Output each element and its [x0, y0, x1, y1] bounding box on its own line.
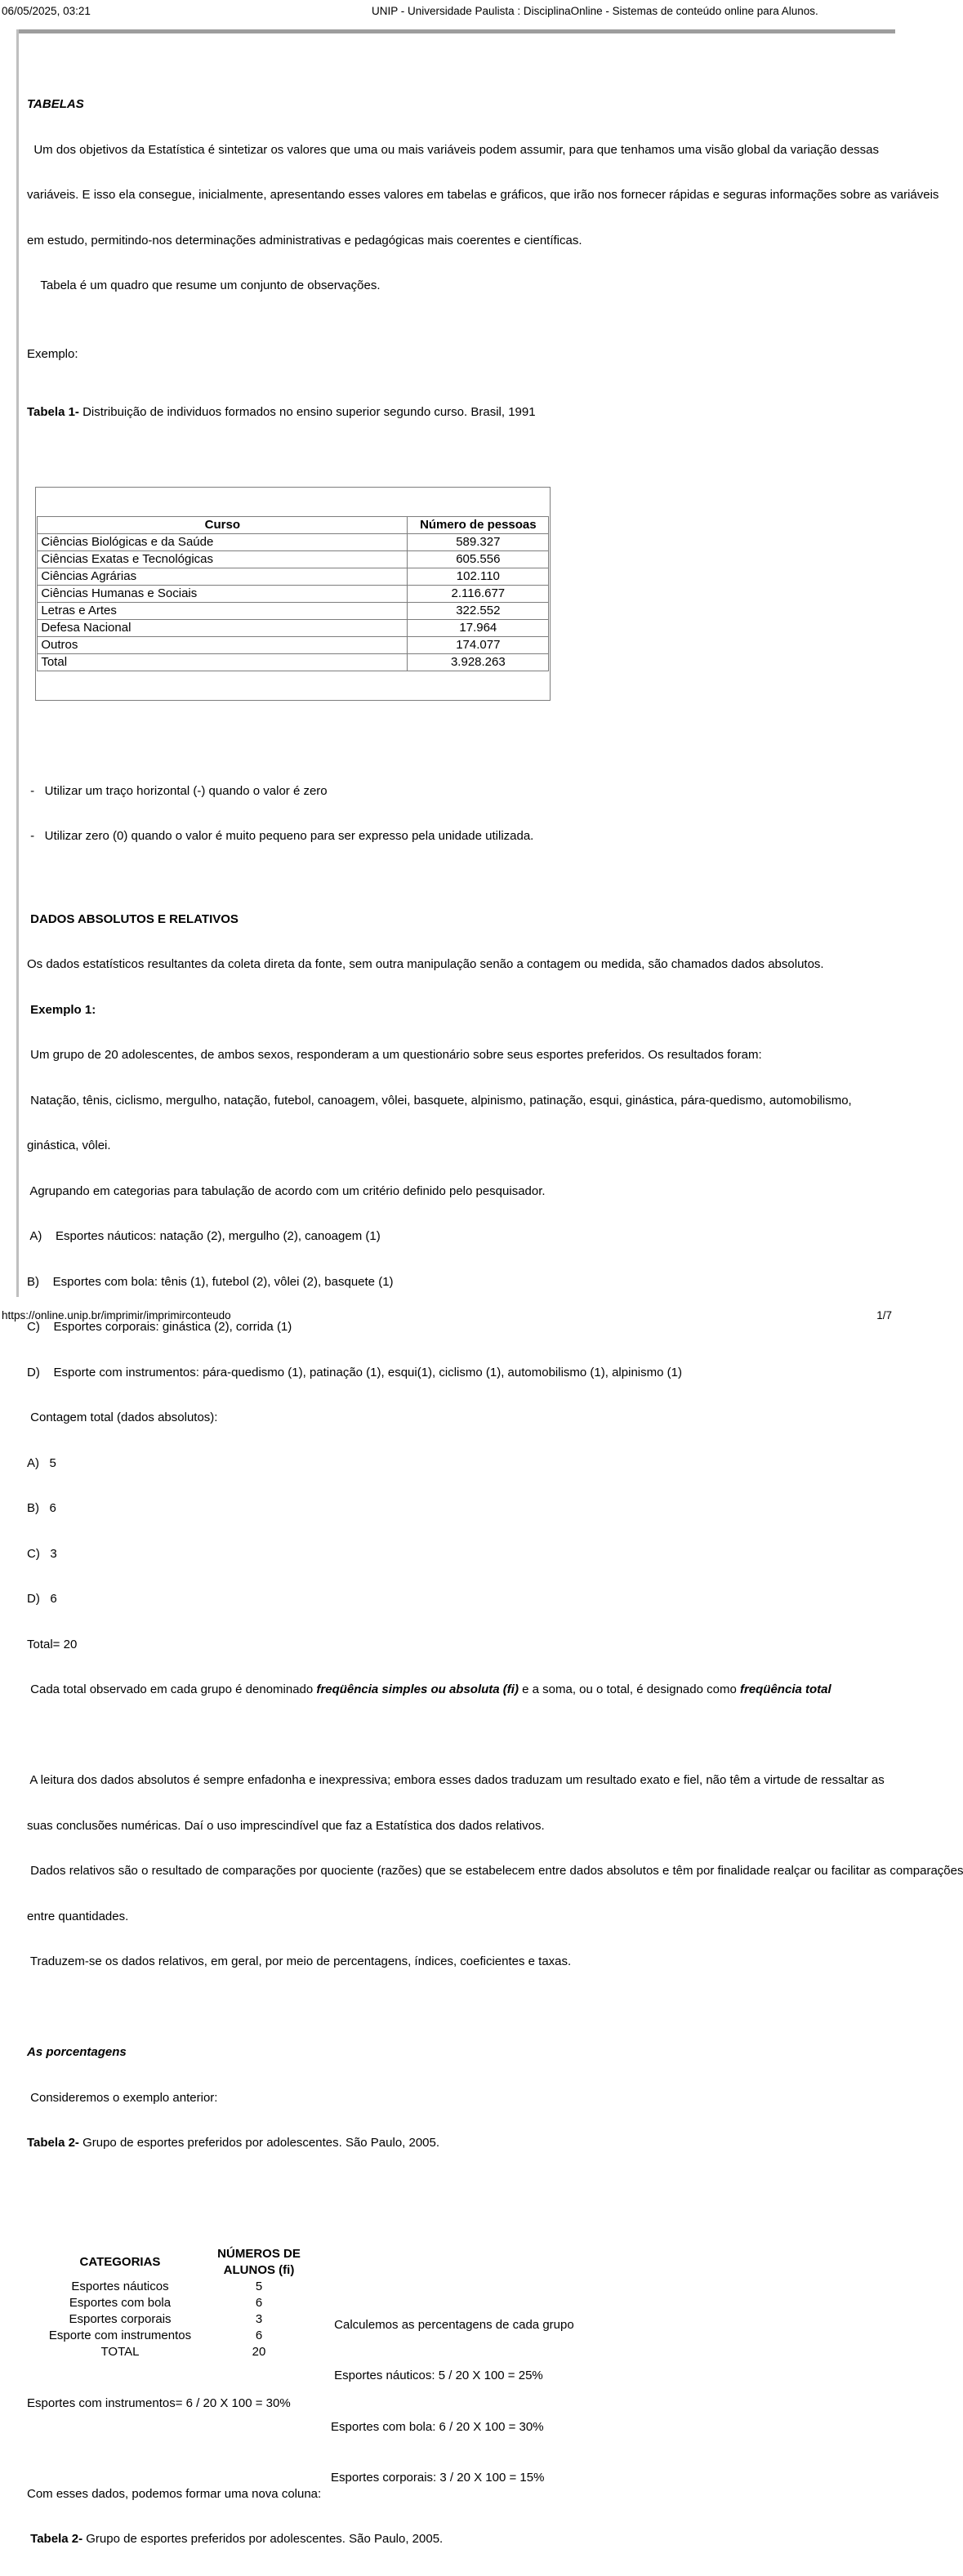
calc-line: Esportes corporais: 3 / 20 X 100 = 15%: [331, 2471, 545, 2485]
spacer: [27, 1727, 895, 1745]
table1-cell-pessoas: 17.964: [408, 619, 549, 636]
top-divider-rule: [16, 29, 895, 33]
sports-list-line: Natação, tênis, ciclismo, mergulho, natação, futebol, canoagem, vôlei, basquete, alpinismo, patinação, esqui, ginástica, pára-quedismo, automobilismo,: [27, 1093, 852, 1108]
frequencia-mid: e a soma, ou o total, é designado como: [518, 1682, 740, 1696]
table2-cell-valor: 5: [255, 2280, 263, 2293]
table1-cell-curso: Ciências Humanas e Sociais: [38, 585, 408, 602]
nova-coluna-line: Com esses dados, podemos formar uma nova coluna:: [27, 2486, 322, 2501]
category-item-b: B) Esportes com bola: tênis (1), futebol (2), vôlei (2), basquete (1): [27, 1274, 394, 1289]
table-row: [38, 568, 549, 585]
table1-cell-pessoas: 2.116.677: [408, 585, 549, 602]
calc-line: Calculemos as percentagens de cada grupo: [331, 2317, 574, 2332]
frequencia-termo-2: freqüência total: [739, 1682, 831, 1696]
calc-line: Esportes com bola: 6 / 20 X 100 = 30%: [331, 2419, 544, 2434]
table1-cell-curso: Defesa Nacional: [38, 619, 408, 636]
table2-header-row: [32, 2246, 310, 2279]
intro-paragraph-line: Tabela é um quadro que resume um conjunto de observações.: [27, 279, 381, 292]
table-row: [32, 2295, 310, 2311]
table1-cell-curso: Total: [38, 653, 408, 671]
print-footer-url: https://online.unip.br/imprimir/imprimirconteudo: [2, 1309, 231, 1321]
table1-cell-pessoas: 102.110: [408, 568, 549, 585]
table1-cell-curso: Ciências Biológicas e da Saúde: [38, 533, 408, 550]
count-item-d: D) 6: [27, 1592, 57, 1606]
table-row: [38, 585, 549, 602]
spacer: [27, 1999, 895, 2017]
tabela2-caption: [27, 2134, 895, 2152]
note-line: - Utilizar um traço horizontal (-) quando o valor é zero: [27, 783, 328, 798]
intro-paragraph-line: variáveis. E isso ela consegue, inicialmente, apresentando esses valores em tabelas e gráficos, que irão nos fornecer rápidas e seguras informações sobre as variáveis: [27, 188, 939, 202]
table-row: [38, 653, 549, 671]
dados-paragraph-line: Um grupo de 20 adolescentes, de ambos sexos, responderam a um questionário sobre seus esportes preferidos. Os resultados foram:: [27, 1048, 762, 1062]
table1-cell-curso: Ciências Exatas e Tecnológicas: [38, 550, 408, 568]
section-heading-porcentagens: As porcentagens: [27, 2045, 127, 2059]
tabela2-caption-number: Tabela 2-: [27, 2532, 83, 2546]
count-item-c: C) 3: [27, 1546, 57, 1561]
print-header-title: UNIP - Universidade Paulista : DisciplinaOnline - Sistemas de conteúdo online para Alunos.: [372, 5, 818, 17]
table2-esportes: [32, 2246, 310, 2360]
table2-cell-categoria: TOTAL: [100, 2345, 140, 2359]
table-row: [38, 636, 549, 653]
table2-cell-categoria: Esporte com instrumentos: [48, 2329, 192, 2342]
tabela2-caption-number: Tabela 2-: [27, 2136, 79, 2150]
leitura-paragraph-line: A leitura dos dados absolutos é sempre enfadonha e inexpressiva; embora esses dados traduzam um resultado exato e fiel, não têm a virtude de ressaltar as: [27, 1773, 885, 1787]
table1-header-row: [38, 516, 549, 533]
left-divider-rule: [16, 29, 19, 1297]
tabela2-caption-text: Grupo de esportes preferidos por adolescentes. São Paulo, 2005.: [82, 2532, 444, 2546]
table-row: [38, 533, 549, 550]
intro-paragraph-line: em estudo, permitindo-nos determinações administrativas e pedagógicas mais coerentes e científicas.: [27, 233, 582, 247]
table-row: [32, 2311, 310, 2328]
count-item-a: A) 5: [27, 1455, 56, 1470]
frequencia-termo-1: freqüência simples ou absoluta (fi): [316, 1682, 519, 1696]
print-footer-page-indicator: 1/7: [876, 1309, 892, 1321]
category-item-d: D) Esporte com instrumentos: pára-quedismo (1), patinação (1), esqui(1), ciclismo (1), automobilismo (1), alpinismo (1): [27, 1365, 682, 1379]
table2-header-categorias: CATEGORIAS: [79, 2254, 161, 2269]
table1-cell-pessoas: 605.556: [408, 550, 549, 568]
table-row: [32, 2328, 310, 2344]
tabela1-caption: [27, 403, 895, 421]
traduzem-paragraph-line: Traduzem-se os dados relativos, em geral, por meio de percentagens, índices, coeficientes e taxas.: [27, 1954, 572, 1968]
count-item-b: B) 6: [27, 1501, 56, 1515]
exemplo-label: Exemplo:: [27, 346, 78, 361]
table1-header-curso: Curso: [38, 516, 408, 533]
frequencia-line: [27, 1681, 895, 1699]
table1-cell-curso: Letras e Artes: [38, 602, 408, 619]
print-header-datetime: 06/05/2025, 03:21: [2, 5, 91, 17]
exemplo1-label: Exemplo 1:: [27, 1002, 96, 1017]
category-item-a: A) Esportes náuticos: natação (2), mergulho (2), canoagem (1): [27, 1229, 381, 1243]
table1-cell-pessoas: 174.077: [408, 636, 549, 653]
table2-header-numeros: NÚMEROS DE ALUNOS (fi): [217, 2246, 301, 2277]
relativos-paragraph-line: entre quantidades.: [27, 1909, 129, 1923]
table1-cell-curso: Outros: [38, 636, 408, 653]
leitura-paragraph-line: suas conclusões numéricas. Daí o uso imprescindível que faz a Estatística dos dados relativos.: [27, 1818, 545, 1833]
instrumentos-calc-line: Esportes com instrumentos= 6 / 20 X 100 = 30%: [27, 2396, 291, 2410]
section-heading-dados: DADOS ABSOLUTOS E RELATIVOS: [27, 911, 239, 926]
table1-cell-curso: Ciências Agrárias: [38, 568, 408, 585]
table2-cell-categoria: Esportes com bola: [69, 2296, 172, 2310]
sports-list-line: ginástica, vôlei.: [27, 1139, 111, 1152]
table-row: [32, 2279, 310, 2295]
table1-cell-pessoas: 589.327: [408, 533, 549, 550]
contagem-label: Contagem total (dados absolutos):: [27, 1411, 218, 1424]
table2-cell-valor: 6: [255, 2329, 263, 2342]
table2-cell-categoria: Esportes náuticos: [71, 2280, 169, 2293]
percentagens-calc-block: [331, 2283, 574, 2520]
table2-cell-valor: 20: [252, 2345, 266, 2359]
tabela1-caption-number: Tabela 1-: [27, 405, 79, 419]
table2-cell-valor: 3: [255, 2312, 263, 2326]
table-row: [38, 619, 549, 636]
frequencia-pre: Cada total observado em cada grupo é denominado: [27, 1682, 317, 1696]
table2-cell-categoria: Esportes corporais: [69, 2312, 172, 2326]
table-row: [38, 550, 549, 568]
table1-cell-pessoas: 322.552: [408, 602, 549, 619]
category-item-c: C) Esportes corporais: ginástica (2), corrida (1): [27, 1320, 292, 1334]
count-total: Total= 20: [27, 1637, 78, 1651]
calc-line: Esportes náuticos: 5 / 20 X 100 = 25%: [331, 2369, 543, 2382]
table1-distribuicao-cursos: [35, 487, 551, 701]
tabela2-caption-repeat: [27, 2530, 895, 2548]
table-row: [32, 2344, 310, 2360]
dados-paragraph-line: Os dados estatísticos resultantes da coleta direta da fonte, sem outra manipulação senão a contagem ou medida, são chamados dados absolutos.: [27, 957, 824, 971]
tabela1-caption-text: Distribuição de individuos formados no ensino superior segundo curso. Brasil, 1991: [78, 405, 536, 419]
intro-paragraph-line: Um dos objetivos da Estatística é sintetizar os valores que uma ou mais variáveis podem assumir, para que tenhamos uma visão global da variação dessas: [27, 142, 880, 157]
section-heading-tabelas: TABELAS: [27, 97, 84, 111]
porcentagens-paragraph-line: Consideremos o exemplo anterior:: [27, 2090, 218, 2105]
table1-cell-pessoas: 3.928.263: [408, 653, 549, 671]
table-row: [38, 602, 549, 619]
table2-cell-valor: 6: [255, 2296, 263, 2310]
relativos-paragraph-line: Dados relativos são o resultado de comparações por quociente (razões) que se estabelecem entre dados absolutos e têm por finalidade realçar ou facilitar as comparações: [27, 1864, 963, 1878]
tabela2-caption-text: Grupo de esportes preferidos por adolescentes. São Paulo, 2005.: [78, 2136, 440, 2150]
table1-header-pessoas: Número de pessoas: [408, 516, 549, 533]
note-line: - Utilizar zero (0) quando o valor é muito pequeno para ser expresso pela unidade utilizada.: [27, 829, 534, 843]
dados-paragraph-line: Agrupando em categorias para tabulação de acordo com um critério definido pelo pesquisador.: [27, 1183, 546, 1198]
